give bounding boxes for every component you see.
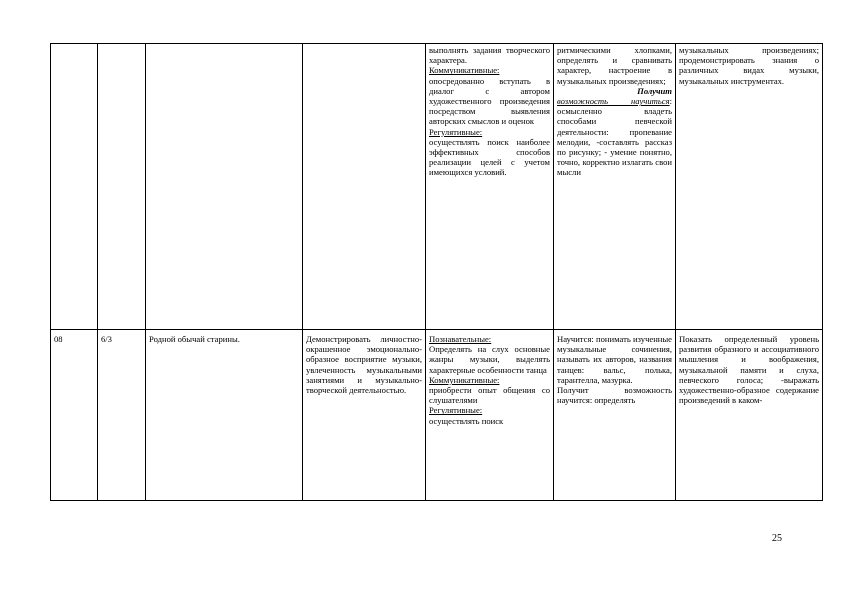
text-segment: Определять на слух основные жанры музыки, выделять характерные особенности танца [429,344,550,375]
cell-lesson: 6/3 [98,330,146,501]
cell-metasubject [426,44,554,330]
cell-num [51,44,98,330]
text-segment: Научится: понимать изученные музыкальные сочинения, называть их авторов, названия танцев: вальс, полька, тарантелла, мазурка. [557,334,672,385]
table-row [51,44,823,330]
text-segment: осуществлять поиск [429,415,504,426]
cell-topic: Родной обычай старины. [146,330,303,501]
text-segment: выполнять задания творческого характера. [429,45,550,66]
page-number: 25 [772,533,782,544]
text-segment: осуществлять поиск наиболее эффективных способов реализации целей с учетом имеющихся условий. [429,136,550,178]
cell-results [676,44,823,330]
section-label-cognitive: Познавательные: [429,334,492,344]
section-label-regulatory: Регулятивные: [429,405,483,416]
cell-personal [303,44,426,330]
cell-subject [554,330,676,501]
table-row [51,330,823,501]
cell-num: 08 [51,330,98,501]
section-label-regulatory: Регулятивные: [429,126,483,137]
cell-results [676,330,823,501]
cell-subject [554,44,676,330]
cell-lesson [98,44,146,330]
text-segment: опосредованно вступать в диалог с автором художественного произведения посредством выявления авторских смыслов и оценок [429,75,550,127]
text-segment: Показать определенный уровень развития образного и ассоциативного мышления и воображения, музыкальной памяти и слуха, певческого голоса; -выражать художественно-образное содержание произведений в каком- [679,334,819,406]
text-segment: приобрести опыт общения со слушателями [429,385,550,406]
section-label-communicative: Коммуникативные: [429,374,500,385]
cell-personal: Демонстрировать личностно-окрашенное эмоционально-образное восприятие музыки, увлеченность музыкальными занятиями и музыкально-творческой деятельностью. [303,330,426,501]
section-label-communicative: Коммуникативные: [429,65,500,76]
text-segment: ритмическими хлопками, определять и сравнивать характер, настроение в музыкальных произведениях; [557,45,672,86]
section-label-opportunity: возможность научиться [557,96,670,107]
text-segment: : осмысленно владеть способами певческой деятельности: пропевание мелодии, -составлять рассказ по рисунку; - умение понятно, точно, корректно излагать свои мысли [557,96,672,178]
cell-metasubject [426,330,554,501]
text-segment: Получит возможность научится: определять [557,385,672,406]
text-segment: музыкальных произведениях; продемонстрировать знания о различных видах музыки, музыкальных инструментах. [679,45,819,86]
lesson-plan-table [50,43,823,501]
cell-topic [146,44,303,330]
section-label-will-get: Получит [637,85,672,96]
